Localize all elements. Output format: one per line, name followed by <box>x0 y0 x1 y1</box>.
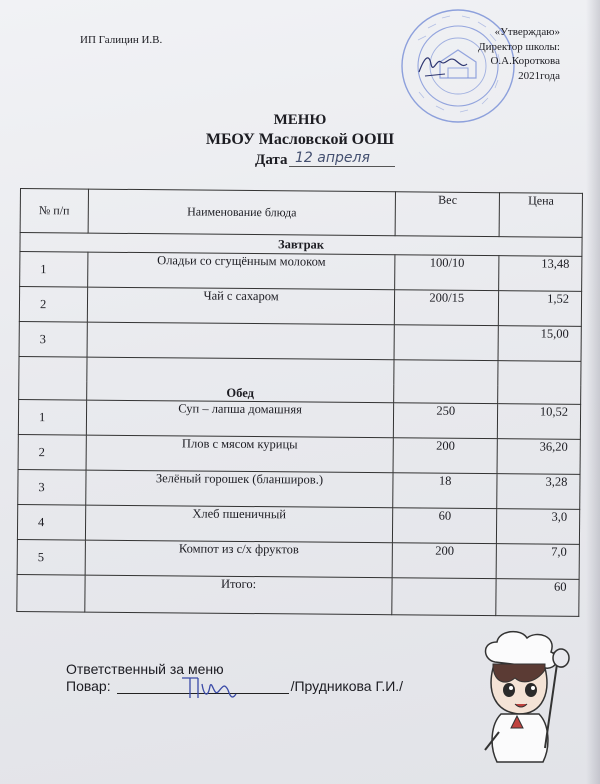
header-weight: Вес <box>395 192 499 237</box>
dish-weight: 250 <box>394 403 498 439</box>
table-header-row <box>20 189 582 238</box>
dish-name: Плов с мясом курицы <box>86 435 394 473</box>
cook-label: Повар: <box>66 678 111 694</box>
blank-cell <box>87 357 395 384</box>
organization-name: ИП Галицин И.В. <box>80 34 163 46</box>
dish-weight: 60 <box>393 508 497 544</box>
blank-cell <box>17 574 85 612</box>
title-school: МБОУ Масловской ООШ <box>205 131 395 148</box>
dish-weight: 200 <box>393 438 497 474</box>
approval-line: 2021года <box>518 69 560 82</box>
dish-name: Зелёный горошек (бланширов.) <box>86 470 394 508</box>
dish-price: 1,52 <box>499 291 582 327</box>
row-number: 2 <box>18 434 86 470</box>
date-label: Дата <box>255 152 288 168</box>
table-row <box>18 469 580 509</box>
approval-line: Директор школы: <box>478 40 560 53</box>
row-number: 5 <box>17 539 85 575</box>
blank-cell <box>392 578 496 616</box>
approval-line: «Утверждаю» <box>494 26 560 38</box>
dish-name: Суп – лапша домашняя <box>86 400 394 438</box>
blank-cell <box>498 361 581 405</box>
header-number: № п/п <box>20 189 88 234</box>
dish-weight: 200/15 <box>395 290 499 326</box>
approval-block <box>478 25 560 83</box>
approval-line: О.А.Короткова <box>490 55 560 67</box>
chef-mascot-icon <box>465 628 575 770</box>
dish-weight: 100/10 <box>395 255 499 291</box>
row-number: 4 <box>17 504 85 540</box>
dish-price: 3,28 <box>497 474 580 510</box>
dish-name: Хлеб пшеничный <box>85 505 393 543</box>
row-number: 3 <box>19 321 87 357</box>
cook-name: /Прудникова Г.И./ <box>290 678 404 694</box>
title-menu: МЕНЮ <box>273 112 327 128</box>
table-row <box>20 252 582 292</box>
dish-price: 36,20 <box>497 439 580 475</box>
dish-name <box>87 322 395 360</box>
row-number: 1 <box>20 252 88 288</box>
dish-name: Чай с сахаром <box>87 287 395 325</box>
row-number: 3 <box>18 469 86 505</box>
dish-weight: 200 <box>392 543 496 579</box>
dish-price: 3,0 <box>497 509 580 545</box>
row-number: 1 <box>18 399 86 435</box>
cook-signature-icon <box>178 670 238 706</box>
dish-name: Оладьи со сгущённым молоком <box>87 252 395 290</box>
date-value: 12 апреля <box>289 150 395 167</box>
dish-price: 7,0 <box>496 544 579 580</box>
table-row <box>19 287 581 327</box>
section-title: Обед <box>86 382 394 403</box>
dish-price: 10,52 <box>498 404 581 440</box>
row-number: 2 <box>19 287 87 323</box>
section-title: Завтрак <box>20 233 582 257</box>
table-row <box>18 434 580 474</box>
table-row <box>17 504 579 544</box>
dish-price: 13,48 <box>499 256 582 292</box>
header-price: Цена <box>499 193 582 238</box>
director-signature-icon <box>415 50 470 80</box>
dish-weight: 18 <box>393 473 497 509</box>
total-row <box>17 574 579 616</box>
menu-table <box>16 188 583 617</box>
dish-weight <box>394 325 498 361</box>
dish-name: Компот из с/х фруктов <box>85 540 393 578</box>
total-value: 60 <box>496 579 579 617</box>
table-row <box>19 321 581 361</box>
header-dish-name: Наименование блюда <box>88 189 396 236</box>
table-row <box>17 539 579 579</box>
blank-cell <box>19 356 87 400</box>
document-title <box>0 110 600 150</box>
dish-price: 15,00 <box>498 326 581 362</box>
total-label: Итого: <box>85 575 393 615</box>
responsible-label: Ответственный за меню <box>66 661 224 677</box>
table-row <box>18 399 580 439</box>
blank-cell <box>394 360 498 404</box>
